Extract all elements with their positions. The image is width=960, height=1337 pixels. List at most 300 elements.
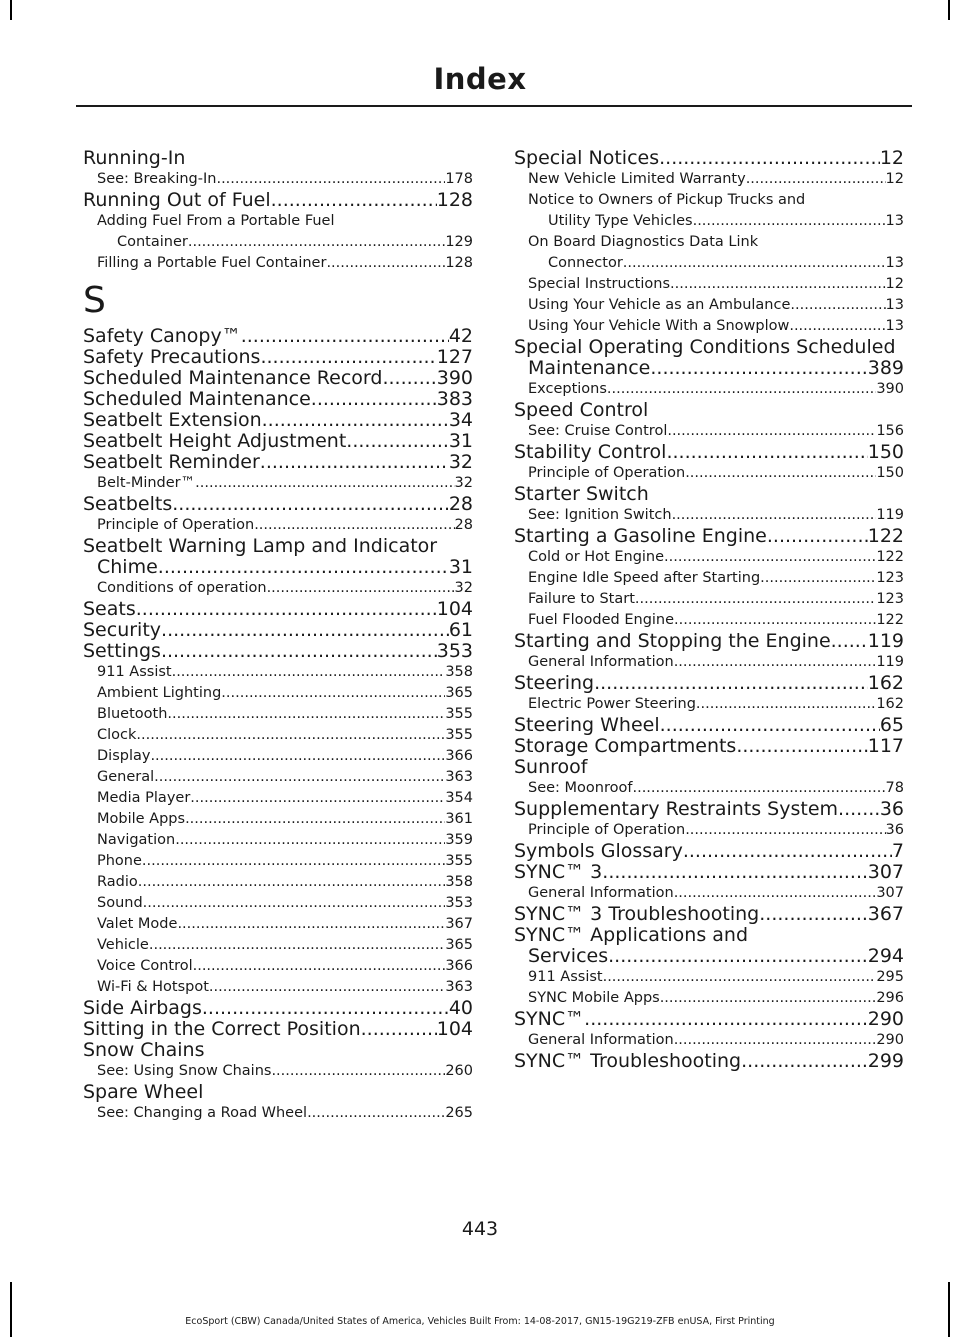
- crop-mark-bottom-left: [10, 1282, 12, 1337]
- index-entry-term: Clock: [97, 727, 137, 743]
- index-entry: [514, 442, 904, 463]
- index-entry: [514, 778, 904, 799]
- dot-leader: [632, 778, 885, 799]
- index-entry-page: 390: [876, 381, 904, 397]
- index-entry: [514, 379, 904, 400]
- index-entry-term: Special Notices: [514, 147, 660, 169]
- index-entry-term: Fuel Flooded Engine: [528, 612, 675, 628]
- index-entry-page: 358: [445, 874, 473, 890]
- dot-leader: [361, 1019, 437, 1040]
- dot-leader: [143, 893, 446, 914]
- dot-leader: [136, 599, 437, 620]
- dot-leader: [271, 1061, 445, 1082]
- index-entry-page: 355: [445, 727, 473, 743]
- index-entry-term: Principle of Operation: [528, 465, 686, 481]
- index-entry-term: Sitting in the Correct Position: [83, 1018, 361, 1040]
- dot-leader: [760, 568, 876, 589]
- index-entry-term: Principle of Operation: [97, 517, 255, 533]
- index-entry-page: 65: [879, 714, 904, 736]
- index-entry: [514, 148, 904, 169]
- index-entry: [83, 641, 473, 662]
- index-entry: [83, 232, 473, 253]
- index-entry-page: 354: [445, 790, 473, 806]
- index-entry-term: Exceptions: [528, 381, 607, 397]
- index-entry-page: 178: [445, 171, 473, 187]
- index-entry-page: 12: [879, 147, 904, 169]
- index-entry: [514, 736, 904, 757]
- dot-leader: [831, 631, 868, 652]
- dot-leader: [603, 967, 877, 988]
- index-entry-term: Using Your Vehicle as an Ambulance: [528, 297, 791, 313]
- index-entry: [514, 526, 904, 547]
- index-entry-term: Seatbelt Height Adjustment: [83, 430, 347, 452]
- dot-leader: [790, 295, 885, 316]
- index-column-left: [83, 148, 473, 1124]
- index-entry-page: 13: [885, 318, 904, 334]
- index-entry-page: 78: [885, 780, 904, 796]
- index-entry: [514, 673, 904, 694]
- index-entry-term: Vehicle: [97, 937, 149, 953]
- index-entry: [83, 1103, 473, 1124]
- index-entry: [83, 578, 473, 599]
- index-entry: [83, 368, 473, 389]
- index-entry-term: See: Changing a Road Wheel: [97, 1105, 308, 1121]
- index-entry: [514, 610, 904, 631]
- index-entry-term: SYNC™ 3: [514, 861, 603, 883]
- index-entry-term: SYNC™: [514, 1008, 585, 1030]
- index-entry: [83, 253, 473, 274]
- index-entry: [83, 410, 473, 431]
- index-section-letter: S: [83, 280, 106, 321]
- index-entry-term: Scheduled Maintenance: [83, 388, 311, 410]
- index-entry-term: Wi-Fi & Hotspot: [97, 979, 209, 995]
- index-entry: [514, 421, 904, 442]
- index-entry: [514, 1030, 904, 1051]
- index-entry: [514, 211, 904, 232]
- dot-leader: [767, 526, 868, 547]
- index-entry-page: 117: [867, 735, 904, 757]
- dot-leader: [188, 232, 445, 253]
- dot-leader: [221, 683, 445, 704]
- index-entry-term: Stability Control: [514, 441, 667, 463]
- index-entry-page: 32: [454, 580, 473, 596]
- index-entry-page: 156: [876, 423, 904, 439]
- index-entry-term: New Vehicle Limited Warranty: [528, 171, 746, 187]
- index-entry-page: 32: [454, 475, 473, 491]
- index-entry-term: Chime: [97, 556, 158, 578]
- index-entry-term: Steering Wheel: [514, 714, 660, 736]
- index-entry: [514, 820, 904, 841]
- index-entry: [514, 568, 904, 589]
- index-entry: [83, 746, 473, 767]
- index-entry-page: 104: [436, 1018, 473, 1040]
- index-entry: [83, 599, 473, 620]
- dot-leader: [607, 379, 876, 400]
- index-entry-term: Radio: [97, 874, 138, 890]
- index-entry-term: SYNC™ Troubleshooting: [514, 1050, 742, 1072]
- index-entry-term: 911 Assist: [97, 664, 172, 680]
- index-entry-page: 28: [448, 493, 473, 515]
- index-entry: [514, 694, 904, 715]
- dot-leader: [307, 1103, 445, 1124]
- dot-leader: [674, 652, 877, 673]
- index-entry: [83, 190, 473, 211]
- index-entry-term: Seatbelt Extension: [83, 409, 262, 431]
- index-entry: [514, 589, 904, 610]
- index-entry-page: 12: [885, 276, 904, 292]
- index-entry-heading: Snow Chains: [83, 1039, 205, 1061]
- index-entry: [514, 1051, 904, 1072]
- dot-leader: [271, 190, 437, 211]
- index-entry-page: 307: [876, 885, 904, 901]
- dot-leader: [635, 589, 876, 610]
- dot-leader: [664, 547, 876, 568]
- dot-leader: [660, 988, 877, 1009]
- index-entry: [514, 946, 904, 967]
- index-entry-page: 383: [436, 388, 473, 410]
- index-entry: [83, 347, 473, 368]
- index-entry-term: Engine Idle Speed after Starting: [528, 570, 761, 586]
- index-entry-heading: Running-In: [83, 147, 186, 169]
- dot-leader: [267, 578, 455, 599]
- index-entry-term: 911 Assist: [528, 969, 603, 985]
- dot-leader: [142, 851, 445, 872]
- index-entry-term: SYNC™ 3 Troubleshooting: [514, 903, 760, 925]
- index-entry-term: General Information: [528, 1032, 674, 1048]
- dot-leader: [202, 998, 449, 1019]
- index-entry: [83, 956, 473, 977]
- index-entry-page: 359: [445, 832, 473, 848]
- index-entry-heading: On Board Diagnostics Data Link: [528, 234, 759, 250]
- index-entry-page: 367: [867, 903, 904, 925]
- index-entry-page: 363: [445, 979, 473, 995]
- dot-leader: [693, 211, 886, 232]
- index-entry-term: Services: [528, 945, 609, 967]
- dot-leader: [167, 704, 445, 725]
- index-entry-page: 7: [891, 840, 904, 862]
- index-entry: [514, 505, 904, 526]
- index-entry-page: 260: [445, 1063, 473, 1079]
- index-entry: [514, 547, 904, 568]
- index-entry: [83, 935, 473, 956]
- index-entry-heading: Sunroof: [514, 756, 588, 778]
- index-entry-term: Ambient Lighting: [97, 685, 222, 701]
- dot-leader: [161, 641, 437, 662]
- dot-leader: [672, 505, 877, 526]
- index-entry: [83, 1061, 473, 1082]
- index-entry-page: 42: [448, 325, 473, 347]
- index-entry-page: 40: [448, 997, 473, 1019]
- index-entry-term: Container: [117, 234, 188, 250]
- dot-leader: [746, 169, 886, 190]
- index-entry: [514, 715, 904, 736]
- index-entry: [514, 274, 904, 295]
- index-entry: [83, 473, 473, 494]
- dot-leader: [660, 715, 880, 736]
- index-entry-heading: Notice to Owners of Pickup Trucks and: [528, 192, 806, 208]
- dot-leader: [759, 904, 867, 925]
- index-entry: [83, 851, 473, 872]
- dot-leader: [175, 830, 445, 851]
- dot-leader: [161, 620, 449, 641]
- index-entry: [83, 494, 473, 515]
- index-entry-page: 389: [867, 357, 904, 379]
- index-entry-term: Filling a Portable Fuel Container: [97, 255, 327, 271]
- index-entry: [514, 253, 904, 274]
- dot-leader: [696, 694, 876, 715]
- dot-leader: [209, 977, 445, 998]
- dot-leader: [741, 1051, 868, 1072]
- index-entry: [83, 809, 473, 830]
- index-entry-term: Media Player: [97, 790, 191, 806]
- dot-leader: [138, 872, 446, 893]
- index-entry: [514, 295, 904, 316]
- index-entry: [83, 788, 473, 809]
- index-entry-page: 355: [445, 706, 473, 722]
- dot-leader: [177, 914, 445, 935]
- index-entry-heading: SYNC™ Applications and: [514, 924, 749, 946]
- index-entry-term: Settings: [83, 640, 161, 662]
- page-title: Index: [433, 62, 527, 96]
- index-entry-page: 128: [445, 255, 473, 271]
- index-entry: [83, 1019, 473, 1040]
- index-entry-term: Safety Canopy™: [83, 325, 241, 347]
- dot-leader: [172, 494, 449, 515]
- dot-leader: [216, 169, 445, 190]
- index-entry: [514, 652, 904, 673]
- index-entry-term: See: Ignition Switch: [528, 507, 672, 523]
- index-entry-page: 355: [445, 853, 473, 869]
- index-entry-page: 123: [876, 570, 904, 586]
- index-entry-term: Security: [83, 619, 162, 641]
- index-entry-page: 104: [436, 598, 473, 620]
- index-entry-term: Bluetooth: [97, 706, 168, 722]
- index-entry-term: Sound: [97, 895, 143, 911]
- dot-leader: [190, 788, 445, 809]
- dot-leader: [149, 935, 445, 956]
- index-entry-page: 34: [448, 409, 473, 431]
- index-entry-page: 296: [876, 990, 904, 1006]
- index-entry-page: 363: [445, 769, 473, 785]
- index-entry-page: 365: [445, 685, 473, 701]
- index-entry-heading: Seatbelt Warning Lamp and Indicator: [83, 535, 438, 557]
- index-entry-page: 36: [879, 798, 904, 820]
- dot-leader: [608, 946, 868, 967]
- index-entry-page: 294: [867, 945, 904, 967]
- index-entry-term: Principle of Operation: [528, 822, 686, 838]
- index-entry: [83, 872, 473, 893]
- dot-leader: [789, 316, 885, 337]
- index-entry-term: See: Moonroof: [528, 780, 633, 796]
- index-entry-term: Starting a Gasoline Engine: [514, 525, 767, 547]
- index-entry-heading: Special Operating Conditions Scheduled: [514, 336, 896, 358]
- dot-leader: [666, 442, 867, 463]
- dot-leader: [195, 473, 454, 494]
- index-entry: [83, 893, 473, 914]
- index-entry-term: Side Airbags: [83, 997, 202, 1019]
- index-entry-page: 36: [885, 822, 904, 838]
- index-entry: [83, 998, 473, 1019]
- index-entry-page: 28: [454, 517, 473, 533]
- index-entry: [83, 725, 473, 746]
- index-column-right: [514, 148, 904, 1072]
- index-entry-term: General Information: [528, 885, 674, 901]
- index-entry-term: Seatbelts: [83, 493, 173, 515]
- index-entry-page: 13: [885, 213, 904, 229]
- index-entry: [83, 662, 473, 683]
- index-entry-term: SYNC Mobile Apps: [528, 990, 660, 1006]
- index-entry-term: Special Instructions: [528, 276, 671, 292]
- index-entry-page: 119: [867, 630, 904, 652]
- index-entry-page: 361: [445, 811, 473, 827]
- index-entry: [83, 431, 473, 452]
- dot-leader: [674, 883, 877, 904]
- header-rule: [76, 105, 912, 107]
- dot-leader: [650, 358, 867, 379]
- index-entry-page: 150: [867, 441, 904, 463]
- index-entry: [83, 914, 473, 935]
- index-entry-term: Mobile Apps: [97, 811, 186, 827]
- index-entry-term: Storage Compartments: [514, 735, 737, 757]
- index-entry-page: 122: [867, 525, 904, 547]
- index-entry: [514, 841, 904, 862]
- index-entry-page: 366: [445, 748, 473, 764]
- index-entry-term: Navigation: [97, 832, 176, 848]
- index-entry-page: 32: [448, 451, 473, 473]
- crop-mark-top-left: [10, 0, 12, 20]
- dot-leader: [262, 410, 449, 431]
- index-entry-term: Utility Type Vehicles: [548, 213, 693, 229]
- index-entry: [83, 452, 473, 473]
- crop-mark-top-right: [948, 0, 950, 20]
- dot-leader: [670, 274, 886, 295]
- index-entry-term: Using Your Vehicle With a Snowplow: [528, 318, 790, 334]
- dot-leader: [154, 767, 445, 788]
- dot-leader: [584, 1009, 868, 1030]
- index-entry-term: Phone: [97, 853, 142, 869]
- index-entry-page: 366: [445, 958, 473, 974]
- index-entry-heading: Spare Wheel: [83, 1081, 204, 1103]
- dot-leader: [260, 452, 449, 473]
- index-entry-term: Symbols Glossary: [514, 840, 683, 862]
- index-entry-term: Supplementary Restraints System: [514, 798, 839, 820]
- dot-leader: [838, 799, 880, 820]
- dot-leader: [602, 862, 867, 883]
- index-entry-page: 13: [885, 255, 904, 271]
- index-entry-term: Seatbelt Reminder: [83, 451, 260, 473]
- index-entry-page: 13: [885, 297, 904, 313]
- dot-leader: [736, 736, 867, 757]
- index-entry-page: 31: [448, 430, 473, 452]
- index-entry: [514, 904, 904, 925]
- index-entry: [83, 389, 473, 410]
- dot-leader: [667, 421, 876, 442]
- index-entry-page: 150: [876, 465, 904, 481]
- dot-leader: [193, 956, 446, 977]
- index-entry-heading: Adding Fuel From a Portable Fuel: [97, 213, 335, 229]
- index-entry: [514, 967, 904, 988]
- index-entry: [514, 883, 904, 904]
- index-entry-term: Seats: [83, 598, 136, 620]
- index-entry-term: Valet Mode: [97, 916, 178, 932]
- index-entry-page: 122: [876, 612, 904, 628]
- index-entry: [514, 799, 904, 820]
- index-entry-page: 295: [876, 969, 904, 985]
- index-entry-term: Safety Precautions: [83, 346, 261, 368]
- index-entry-term: Connector: [548, 255, 623, 271]
- index-entry: [514, 358, 904, 379]
- page-number: 443: [461, 1218, 499, 1240]
- dot-leader: [260, 347, 436, 368]
- index-entry: [83, 326, 473, 347]
- dot-leader: [254, 515, 454, 536]
- index-entry: [83, 557, 473, 578]
- index-entry-page: 162: [867, 672, 904, 694]
- index-entry-term: See: Breaking-In: [97, 171, 217, 187]
- index-entry-term: Running Out of Fuel: [83, 189, 271, 211]
- index-entry-term: Steering: [514, 672, 595, 694]
- index-entry-term: Voice Control: [97, 958, 193, 974]
- index-entry-page: 353: [445, 895, 473, 911]
- index-entry-page: 290: [876, 1032, 904, 1048]
- index-entry-term: See: Cruise Control: [528, 423, 668, 439]
- index-entry-page: 290: [867, 1008, 904, 1030]
- index-entry-page: 127: [436, 346, 473, 368]
- index-entry-term: General: [97, 769, 155, 785]
- dot-leader: [241, 326, 449, 347]
- dot-leader: [326, 253, 445, 274]
- index-entry-page: 123: [876, 591, 904, 607]
- dot-leader: [172, 662, 446, 683]
- index-entry: [514, 631, 904, 652]
- index-entry: [83, 767, 473, 788]
- index-entry: [514, 316, 904, 337]
- index-entry-term: Scheduled Maintenance Record: [83, 367, 383, 389]
- index-entry-page: 307: [867, 861, 904, 883]
- index-entry-term: See: Using Snow Chains: [97, 1063, 272, 1079]
- dot-leader: [674, 1030, 877, 1051]
- index-entry-page: 119: [876, 507, 904, 523]
- dot-leader: [158, 557, 449, 578]
- dot-leader: [674, 610, 876, 631]
- dot-leader: [685, 463, 876, 484]
- dot-leader: [659, 148, 880, 169]
- index-entry-page: 129: [445, 234, 473, 250]
- dot-leader: [683, 841, 892, 862]
- index-entry: [514, 463, 904, 484]
- index-entry-page: 358: [445, 664, 473, 680]
- index-entry: [83, 683, 473, 704]
- index-entry: [83, 977, 473, 998]
- index-entry-term: Failure to Start: [528, 591, 635, 607]
- crop-mark-bottom-right: [948, 1282, 950, 1337]
- index-entry-term: General Information: [528, 654, 674, 670]
- index-entry-page: 31: [448, 556, 473, 578]
- dot-leader: [185, 809, 445, 830]
- index-entry: [514, 1009, 904, 1030]
- index-entry-term: Starting and Stopping the Engine: [514, 630, 831, 652]
- index-entry-page: 122: [876, 549, 904, 565]
- index-entry-page: 365: [445, 937, 473, 953]
- index-entry-page: 12: [885, 171, 904, 187]
- index-entry-page: 128: [436, 189, 473, 211]
- dot-leader: [623, 253, 886, 274]
- index-entry-page: 119: [876, 654, 904, 670]
- index-entry-term: Display: [97, 748, 151, 764]
- index-entry-term: Cold or Hot Engine: [528, 549, 665, 565]
- index-entry-term: Electric Power Steering: [528, 696, 696, 712]
- dot-leader: [136, 725, 445, 746]
